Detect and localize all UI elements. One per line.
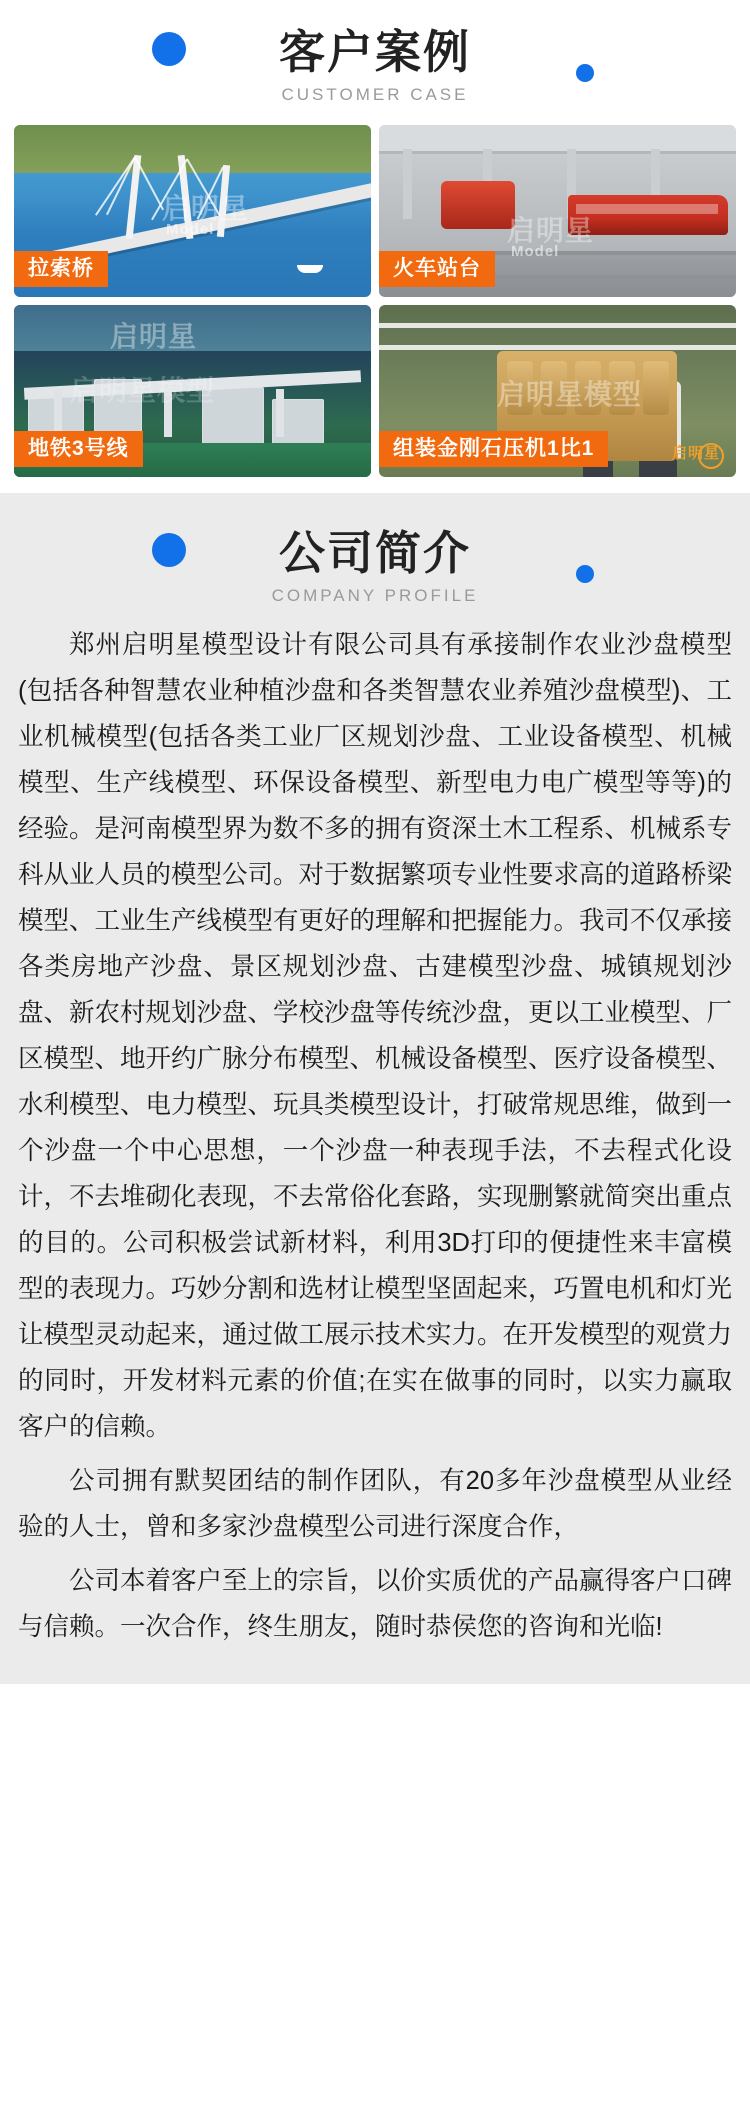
decorative-dot-small-icon [576, 64, 594, 82]
case-card-grid [0, 115, 750, 493]
company-profile-section [0, 493, 750, 1684]
case-card-label: 地铁3号线 [14, 431, 143, 467]
case-card-label: 火车站台 [379, 251, 495, 287]
company-profile-heading [0, 519, 750, 616]
customer-case-title-cn: 客户案例 [279, 26, 471, 78]
company-profile-title-en: COMPANY PROFILE [271, 585, 479, 605]
customer-case-heading [0, 18, 750, 115]
profile-paragraph: 公司本着客户至上的宗旨，以价实质优的产品赢得客户口碑与信赖。一次合作，终生朋友，随时恭侯您的咨询和光临! [18, 1566, 733, 1641]
case-card-metro-line3[interactable] [14, 305, 371, 477]
case-card-train-platform[interactable] [379, 125, 736, 297]
watermark-sub: Model [511, 242, 560, 260]
watermark-logo: 启明星 [162, 192, 250, 224]
case-card-diamond-press[interactable] [379, 305, 736, 477]
decorative-dot-icon [152, 533, 186, 567]
case-card-cable-bridge[interactable] [14, 125, 371, 297]
watermark-sub: 启明星 [671, 444, 720, 462]
customer-case-title-en: CUSTOMER CASE [281, 84, 469, 104]
brand-logo-icon [698, 443, 724, 469]
watermark-logo: 启明星 [507, 214, 595, 246]
watermark-logo: 启明星 [110, 320, 198, 352]
decorative-dot-small-icon [576, 565, 594, 583]
watermark-sub: Model [166, 220, 215, 238]
company-profile-text [0, 616, 750, 1650]
watermark-logo: 启明星模型 [497, 378, 643, 410]
customer-case-section [0, 0, 750, 493]
decorative-dot-icon [152, 32, 186, 66]
case-card-label: 拉索桥 [14, 251, 108, 287]
profile-paragraph: 公司拥有默契团结的制作团队，有20多年沙盘模型从业经验的人士，曾和多家沙盘模型公司进行深度合作， [18, 1466, 732, 1541]
watermark-sub: 启明星模型 [70, 374, 216, 406]
profile-paragraph: 郑州启明星模型设计有限公司具有承接制作农业沙盘模型(包括各种智慧农业种植沙盘和各类智慧农业养殖沙盘模型)、工业机械模型(包括各类工业厂区规划沙盘、工业设备模型、机械模型、生产线模型、环保设备模型、新型电力电广模型等等)的经验。是河南模型界为数不多的拥有资深土木工程系、机械系专科从业人员的模型公司。对于数据繁项专业性要求高的道路桥梁模型、工业生产线模型有更好的理解和把握能力。我司不仅承接各类房地产沙盘、景区规划沙盘、古建模型沙盘、城镇规划沙盘、新农村规划沙盘、学校沙盘等传统沙盘，更以工业模型、厂区模型、地开约广脉分布模型、机械设备模型、医疗设备模型、水利模型、电力模型、玩具类模型设计，打破常规思维，做到一个沙盘一个中心思想，一个沙盘一种表现手法，不去程式化设计，不去堆砌化表现，不去常俗化套路，实现删繁就简突出重点的目的。公司积极尝试新材料，利用3D打印的便捷性来丰富模型的表现力。巧妙分割和选材让模型坚固起来，巧置电机和灯光让模型灵动起来，通过做工展示技术实力。在开发模型的观赏力的同时，开发材料元素的价值;在实在做事的同时，以实力赢取客户的信赖。 [18, 630, 733, 1441]
case-card-label: 组装金刚石压机1比1 [379, 431, 608, 467]
company-profile-title-cn: 公司简介 [279, 526, 471, 579]
